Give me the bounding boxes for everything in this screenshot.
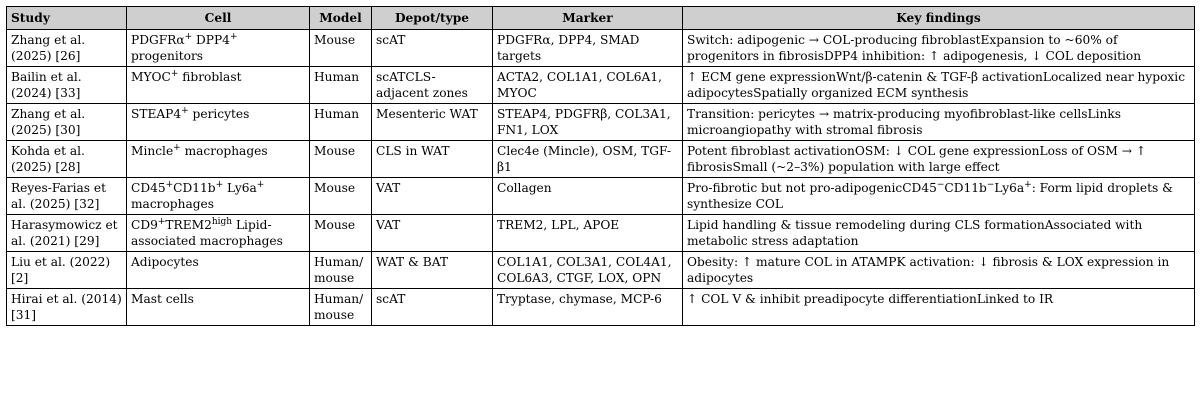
cell-study: Bailin et al. (2024) [33] — [7, 67, 127, 104]
cell-depot: CLS in WAT — [372, 141, 493, 178]
cell-model: Human — [310, 104, 372, 141]
cell-marker: Clec4e (Mincle), OSM, TGF-β1 — [493, 141, 683, 178]
table-row — [7, 215, 1195, 252]
cell-marker: Collagen — [493, 178, 683, 215]
table-row — [7, 104, 1195, 141]
cell-cell: MYOC+ fibroblast — [127, 67, 310, 104]
cell-study: Hirai et al. (2014) [31] — [7, 289, 127, 326]
header-cell: Cell — [127, 7, 310, 30]
header-findings: Key findings — [683, 7, 1195, 30]
cell-findings: Obesity: ↑ mature COL in ATAMPK activation: ↓ fibrosis & LOX expression in adipocytes — [683, 252, 1195, 289]
cell-findings: ↑ COL V & inhibit preadipocyte differentiationLinked to IR — [683, 289, 1195, 326]
cell-cell: Mast cells — [127, 289, 310, 326]
cell-depot: WAT & BAT — [372, 252, 493, 289]
cell-study: Zhang et al. (2025) [30] — [7, 104, 127, 141]
cell-findings: Transition: pericytes → matrix-producing myofibroblast-like cellsLinks microangiopathy with stromal fibrosis — [683, 104, 1195, 141]
cell-model: Mouse — [310, 141, 372, 178]
cell-findings: Switch: adipogenic → COL-producing fibroblastExpansion to ~60% of progenitors in fibrosisDPP4 inhibition: ↑ adipogenesis, ↓ COL deposition — [683, 30, 1195, 67]
cell-model: Mouse — [310, 30, 372, 67]
table-header-row — [7, 7, 1195, 30]
table-row — [7, 67, 1195, 104]
cell-study: Kohda et al. (2025) [28] — [7, 141, 127, 178]
header-study: Study — [7, 7, 127, 30]
header-marker: Marker — [493, 7, 683, 30]
cell-study: Reyes-Farias et al. (2025) [32] — [7, 178, 127, 215]
cell-marker: ACTA2, COL1A1, COL6A1, MYOC — [493, 67, 683, 104]
cell-findings: Potent fibroblast activationOSM: ↓ COL gene expressionLoss of OSM → ↑ fibrosisSmall (~2–3%) population with large effect — [683, 141, 1195, 178]
table-row — [7, 289, 1195, 326]
cell-cell: $CD9^+TREM2^{high}$ Lipid-associated macrophages — [127, 215, 310, 252]
cell-model: Mouse — [310, 178, 372, 215]
cell-findings: ↑ ECM gene expressionWnt/β-catenin & TGF-β activationLocalized near hypoxic adipocytesSpatially organized ECM synthesis — [683, 67, 1195, 104]
table-body — [7, 30, 1195, 326]
cell-study: Harasymowicz et al. (2021) [29] — [7, 215, 127, 252]
cell-model: Human/ mouse — [310, 252, 372, 289]
table-row — [7, 252, 1195, 289]
cell-cell: CD45+CD11b+ Ly6a+ macrophages — [127, 178, 310, 215]
cell-cell: PDGFRα+ DPP4+ progenitors — [127, 30, 310, 67]
cell-study: Zhang et al. (2025) [26] — [7, 30, 127, 67]
cell-model: Mouse — [310, 215, 372, 252]
cell-findings: Lipid handling & tissue remodeling during CLS formationAssociated with metabolic stress adaptation — [683, 215, 1195, 252]
cell-depot: scAT — [372, 30, 493, 67]
cell-marker: TREM2, LPL, APOE — [493, 215, 683, 252]
cell-model: Human — [310, 67, 372, 104]
cell-marker: STEAP4, PDGFRβ, COL3A1, FN1, LOX — [493, 104, 683, 141]
cell-cell: STEAP4+ pericytes — [127, 104, 310, 141]
cell-marker: PDGFRα, DPP4, SMAD targets — [493, 30, 683, 67]
cell-model: Human/ mouse — [310, 289, 372, 326]
cell-depot: VAT — [372, 215, 493, 252]
cell-depot: Mesenteric WAT — [372, 104, 493, 141]
cell-depot: VAT — [372, 178, 493, 215]
header-model: Model — [310, 7, 372, 30]
table-row — [7, 30, 1195, 67]
cell-depot: scAT — [372, 289, 493, 326]
table-row — [7, 178, 1195, 215]
cell-findings: Pro-fibrotic but not pro-adipogenicCD45−CD11b−Ly6a+: Form lipid droplets & synthesize COL — [683, 178, 1195, 215]
cell-depot: scATCLS-adjacent zones — [372, 67, 493, 104]
header-depot: Depot/type — [372, 7, 493, 30]
table-row — [7, 141, 1195, 178]
cell-cell: Adipocytes — [127, 252, 310, 289]
cell-cell: Mincle+ macrophages — [127, 141, 310, 178]
cell-marker: COL1A1, COL3A1, COL4A1, COL6A3, CTGF, LOX, OPN — [493, 252, 683, 289]
cell-marker: Tryptase, chymase, MCP-6 — [493, 289, 683, 326]
cell-study: Liu et al. (2022) [2] — [7, 252, 127, 289]
findings-table — [6, 6, 1195, 326]
